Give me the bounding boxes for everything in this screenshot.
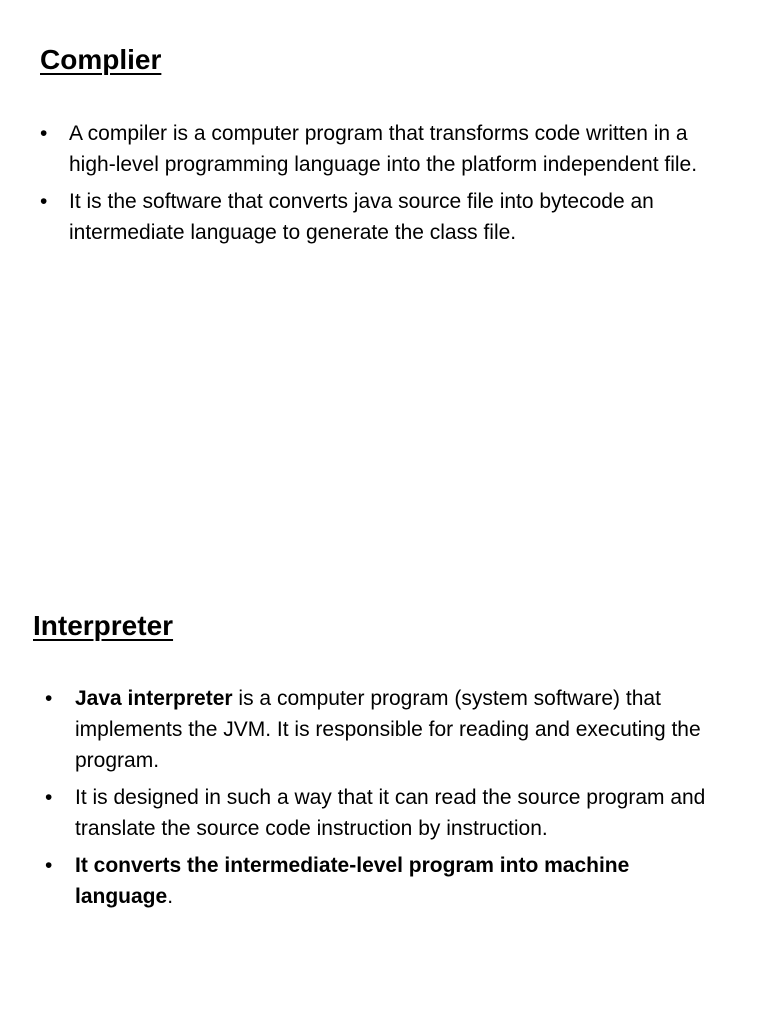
bullet-dot-icon: • xyxy=(45,687,53,710)
bullet-dot-icon: • xyxy=(40,122,48,145)
interpreter-bullet-list xyxy=(33,683,733,912)
compiler-bullet-item xyxy=(40,118,740,180)
compiler-bullet-list xyxy=(40,118,740,248)
compiler-bullet-item xyxy=(40,186,740,248)
interpreter-bullet-text: . xyxy=(167,885,174,908)
bullet-dot-icon: • xyxy=(40,190,48,213)
interpreter-bullet-text: It is designed in such a way that it can read the source program and translate the source code instruction by instruction. xyxy=(75,786,706,840)
interpreter-bullet-bold-text: Java interpreter xyxy=(75,687,233,710)
interpreter-bullet-text: is a computer program (system software) that implements the JVM. It is responsible for reading and executing the program. xyxy=(75,687,701,772)
compiler-bullet-text: A compiler is a computer program that transforms code written in a high-level programming language into the platform independent file. xyxy=(69,122,698,176)
compiler-bullet-text: It is the software that converts java source file into bytecode an intermediate language to generate the class file. xyxy=(69,190,654,244)
interpreter-bullet-item xyxy=(33,683,733,776)
bullet-dot-icon: • xyxy=(45,854,53,877)
interpreter-heading: Interpreter xyxy=(33,610,174,641)
bullet-dot-icon: • xyxy=(45,786,53,809)
compiler-heading: Complier xyxy=(40,44,162,75)
interpreter-bullet-bold-text: It converts the intermediate-level program into machine language xyxy=(75,854,630,908)
interpreter-bullet-item xyxy=(33,782,733,844)
compiler-section xyxy=(40,40,740,254)
interpreter-section xyxy=(33,606,733,918)
interpreter-bullet-item xyxy=(33,850,733,912)
